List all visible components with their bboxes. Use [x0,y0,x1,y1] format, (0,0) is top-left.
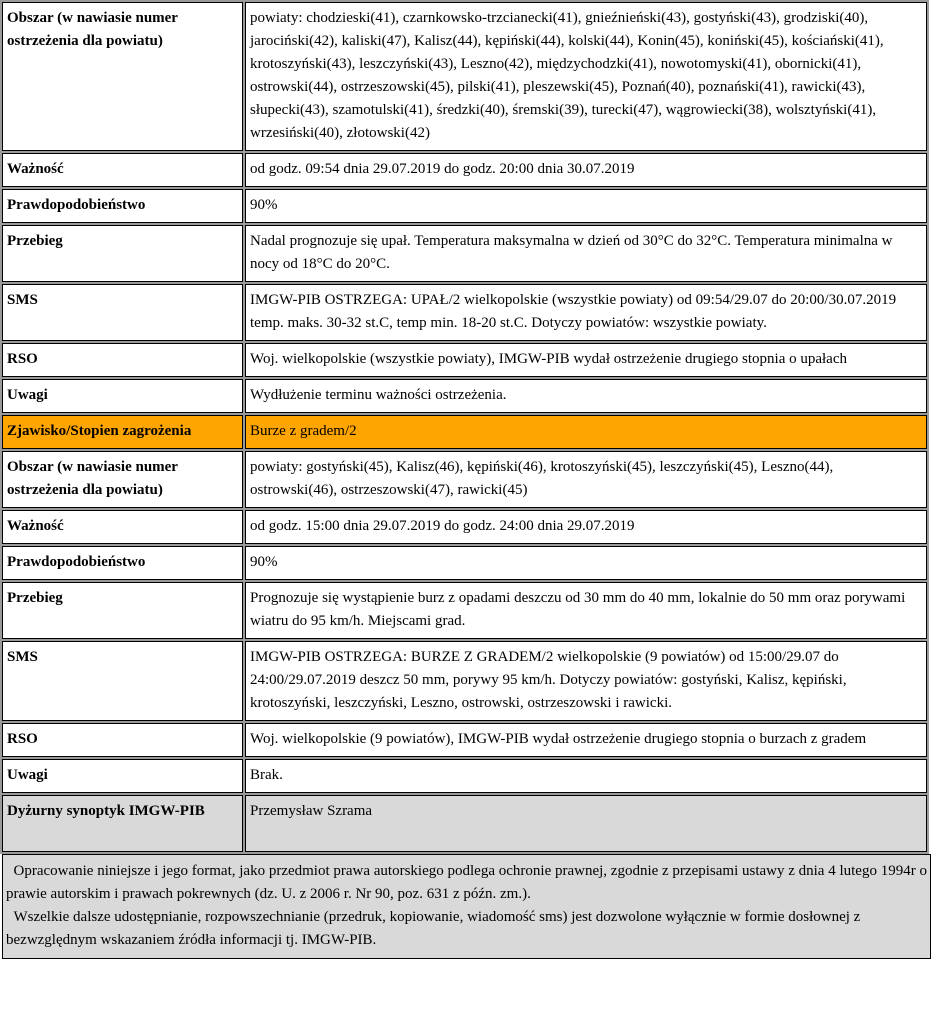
copyright-footer [2,854,931,959]
row-value: powiaty: chodzieski(41), czarnkowsko-trzcianecki(41), gnieźnieński(43), gostyński(43), grodziski(40), jarociński(42), kaliski(47), Kalisz(44), kępiński(44), kolski(44), Konin(45), koniński(45), kościański(41), krotoszyński(43), leszczyński(43), Leszno(42), międzychodzki(41), nowotomyski(41), obornicki(41), ostrowski(44), ostrzeszowski(45), pilski(41), pleszewski(45), Poznań(40), poznański(41), rawicki(43), słupecki(43), szamotulski(41), średzki(40), śremski(39), turecki(47), wągrowiecki(38), wolsztyński(41), wrzesiński(40), złotowski(42) [245,2,927,151]
row-label: Uwagi [2,759,243,793]
row-value: Wydłużenie terminu ważności ostrzeżenia. [245,379,927,413]
row-label: Przebieg [2,225,243,282]
row-label: SMS [2,641,243,721]
table-row [2,582,927,639]
row-value: powiaty: gostyński(45), Kalisz(46), kępiński(46), krotoszyński(45), leszczyński(45), Leszno(44), ostrowski(46), ostrzeszowski(47), rawicki(45) [245,451,927,508]
row-label: Obszar (w nawiasie numer ostrzeżenia dla powiatu) [2,451,243,508]
table-row [2,284,927,341]
row-label: Ważność [2,510,243,544]
row-label: Uwagi [2,379,243,413]
table-row [2,153,927,187]
row-label: Przebieg [2,582,243,639]
table-row [2,510,927,544]
table-row [2,2,927,151]
row-value: Prognozuje się wystąpienie burz z opadami deszczu od 30 mm do 40 mm, lokalnie do 50 mm oraz porywami wiatru do 95 km/h. Miejscami grad. [245,582,927,639]
synoptic-row [2,795,927,852]
row-label: Obszar (w nawiasie numer ostrzeżenia dla powiatu) [2,2,243,151]
table-row [2,379,927,413]
row-label: Prawdopodobieństwo [2,546,243,580]
table-row [2,451,927,508]
table-row [2,723,927,757]
row-value: od godz. 15:00 dnia 29.07.2019 do godz. 24:00 dnia 29.07.2019 [245,510,927,544]
synoptic-label: Dyżurny synoptyk IMGW-PIB [2,795,243,852]
row-value: Nadal prognozuje się upał. Temperatura maksymalna w dzień od 30°C do 32°C. Temperatura minimalna w nocy od 18°C do 20°C. [245,225,927,282]
row-value: 90% [245,189,927,223]
table-row [2,546,927,580]
row-value: Woj. wielkopolskie (wszystkie powiaty), IMGW-PIB wydał ostrzeżenie drugiego stopnia o upałach [245,343,927,377]
row-value: Brak. [245,759,927,793]
table-row [2,641,927,721]
synoptic-name: Przemysław Szrama [245,795,927,852]
row-value: od godz. 09:54 dnia 29.07.2019 do godz. 20:00 dnia 30.07.2019 [245,153,927,187]
copyright-note [6,860,927,906]
row-value: IMGW-PIB OSTRZEGA: BURZE Z GRADEM/2 wielkopolskie (9 powiatów) od 15:00/29.07 do 24:00/29.07.2019 deszcz 50 mm, porywy 95 km/h. Dotyczy powiatów: gostyński, Kalisz, kępiński, krotoszyński, leszczyński, Leszno, ostrowski, ostrzeszowski i rawicki. [245,641,927,721]
table-row [2,225,927,282]
phenomenon-row [2,415,927,449]
row-label: RSO [2,343,243,377]
row-label: RSO [2,723,243,757]
table-row [2,189,927,223]
phenomenon-value: Burze z gradem/2 [245,415,927,449]
row-label: SMS [2,284,243,341]
phenomenon-label: Zjawisko/Stopien zagrożenia [2,415,243,449]
table-row [2,759,927,793]
copyright-text: Opracowanie niniejsze i jego format, jako przedmiot prawa autorskiego podlega ochronie prawnej, zgodnie z przepisami ustawy z dnia 4 lutego 1994r o prawie autorskim i prawach pokrewnych (dz. U. z 2006 r. Nr 90, poz. 631 z późn. zm.). [6,863,927,902]
row-value: IMGW-PIB OSTRZEGA: UPAŁ/2 wielkopolskie (wszystkie powiaty) od 09:54/29.07 do 20:00/30.07.2019 temp. maks. 30-32 st.C, temp min. 18-20 st.C. Dotyczy powiatów: wszystkie powiaty. [245,284,927,341]
row-label: Prawdopodobieństwo [2,189,243,223]
table-row [2,343,927,377]
usage-note [6,906,927,952]
row-label: Ważność [2,153,243,187]
usage-text: Wszelkie dalsze udostępnianie, rozpowszechnianie (przedruk, kopiowanie, wiadomość sms) jest dozwolone wyłącznie w formie dosłownej z bezwzględnym wskazaniem źródła informacji tj. IMGW-PIB. [6,909,861,948]
row-value: 90% [245,546,927,580]
row-value: Woj. wielkopolskie (9 powiatów), IMGW-PIB wydał ostrzeżenie drugiego stopnia o burzach z gradem [245,723,927,757]
